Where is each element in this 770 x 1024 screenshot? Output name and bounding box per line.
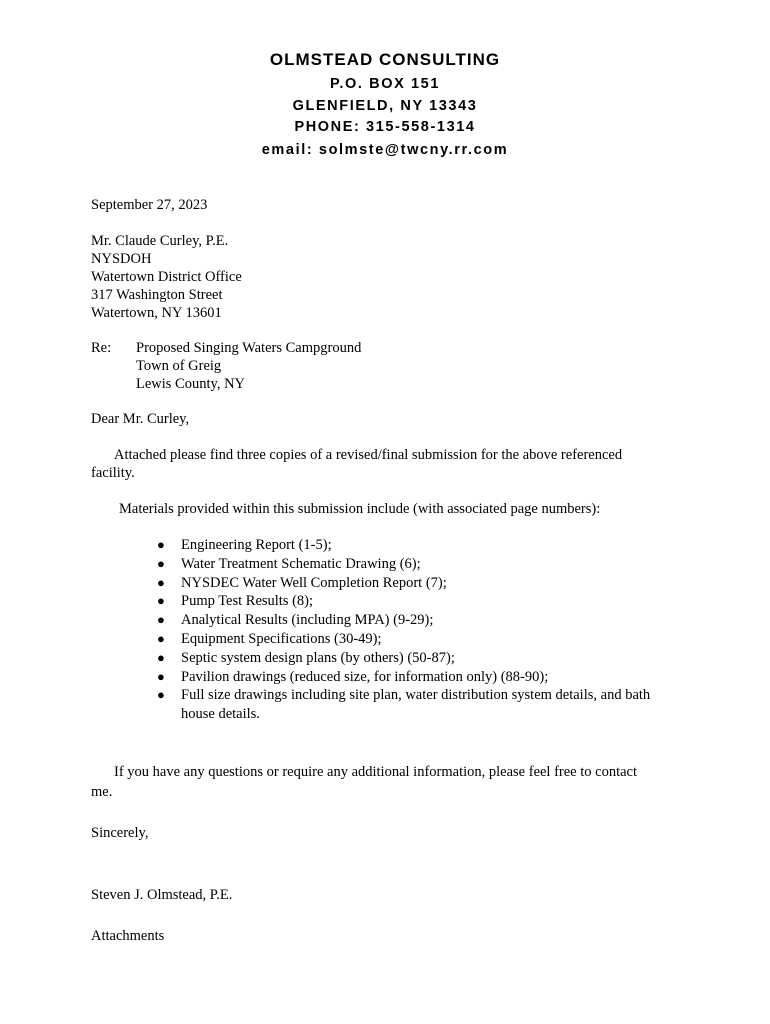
list-item-text: Septic system design plans (by others) (50-87);	[181, 649, 455, 666]
subject-line-3: Lewis County, NY	[136, 376, 246, 392]
list-item-text: Engineering Report (1-5);	[181, 537, 332, 553]
bullet-icon: ●	[157, 537, 165, 552]
bullet-icon: ●	[157, 574, 165, 590]
bullet-icon: ●	[157, 555, 165, 571]
list-item	[157, 611, 650, 630]
list-item	[157, 630, 650, 649]
bullet-icon: ●	[157, 612, 165, 628]
list-item	[157, 668, 650, 687]
recipient-office: Watertown District Office	[91, 269, 242, 285]
list-item	[157, 686, 650, 705]
list-item-text: Full size drawings including site plan, water distribution system details, and bath	[181, 687, 651, 704]
list-item-text: Pavilion drawings (reduced size, for information only) (88-90);	[181, 668, 549, 685]
phone-number: PHONE: 315-558-1314	[294, 119, 476, 135]
closing: Sincerely,	[91, 825, 149, 841]
subject-line-1: Proposed Singing Waters Campground	[136, 340, 362, 356]
paragraph-3-line-1: If you have any questions or require any additional information, please feel free to contact	[114, 764, 638, 780]
subject-label: Re:	[91, 340, 112, 356]
subject-line-2: Town of Greig	[136, 358, 222, 374]
list-item-text: NYSDEC Water Well Completion Report (7);	[181, 574, 447, 591]
bullet-icon: ●	[157, 668, 165, 684]
bullet-icon: ●	[157, 649, 165, 665]
subject-lines	[136, 339, 361, 393]
materials-list	[157, 536, 650, 724]
list-item-text: Water Treatment Schematic Drawing (6);	[181, 555, 421, 572]
bullet-icon: ●	[157, 593, 165, 609]
list-item	[157, 555, 650, 574]
list-item-text: Pump Test Results (8);	[181, 593, 314, 610]
city-line: GLENFIELD, NY 13343	[292, 98, 478, 114]
list-item-text: house details.	[181, 706, 260, 723]
po-box: P.O. BOX 151	[329, 76, 440, 92]
salutation: Dear Mr. Curley,	[91, 411, 190, 427]
list-item-text: Equipment Specifications (30-49);	[181, 630, 382, 647]
signer-name: Steven J. Olmstead, P.E.	[91, 887, 233, 903]
paragraph-3-line-2: me.	[91, 784, 113, 800]
bullet-icon: ●	[157, 687, 165, 703]
letter-date: September 27, 2023	[91, 197, 208, 213]
email-address: email: solmste@twcny.rr.com	[261, 142, 509, 158]
list-item	[157, 536, 650, 555]
list-item	[157, 592, 650, 611]
paragraph-1-line-2: facility.	[91, 465, 135, 481]
recipient-org: NYSDOH	[91, 251, 152, 267]
list-item	[157, 649, 650, 668]
list-item-text: Analytical Results (including MPA) (9-29);	[181, 612, 434, 629]
paragraph-2: Materials provided within this submission include (with associated page numbers):	[119, 501, 601, 517]
attachments-label: Attachments	[91, 928, 165, 944]
list-item-continuation	[157, 705, 650, 724]
recipient-name: Mr. Claude Curley, P.E.	[91, 233, 229, 249]
recipient-address	[91, 232, 242, 322]
recipient-city: Watertown, NY 13601	[91, 305, 222, 321]
bullet-icon: ●	[157, 630, 165, 646]
paragraph-1-line-1: Attached please find three copies of a revised/final submission for the above referenced	[114, 447, 623, 463]
company-name: OLMSTEAD CONSULTING	[269, 50, 501, 69]
list-item	[157, 574, 650, 593]
recipient-street: 317 Washington Street	[91, 287, 223, 303]
